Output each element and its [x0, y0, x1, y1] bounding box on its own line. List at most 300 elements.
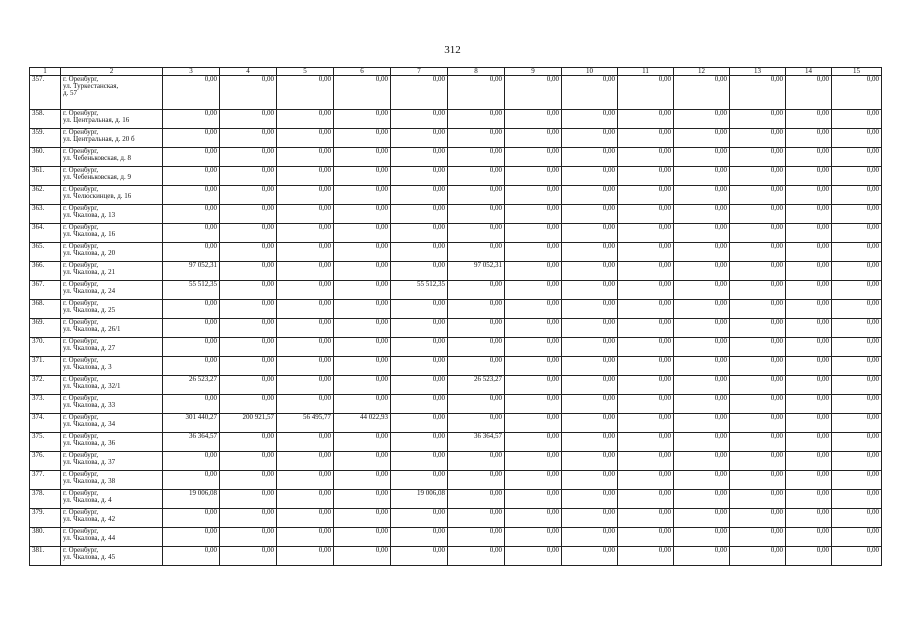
amount-cell: 0,00 — [674, 471, 730, 490]
amount-cell: 0,00 — [334, 490, 391, 509]
address-line: ул. Чкалова, д. 26/1 — [63, 325, 121, 333]
amount-cell: 0,00 — [562, 319, 618, 338]
amount-cell: 97 052,31 — [448, 262, 505, 281]
amount-cell: 0,00 — [674, 224, 730, 243]
table-row — [30, 110, 882, 129]
address-line: ул. Чкалова, д. 24 — [63, 287, 116, 295]
amount-cell: 0,00 — [163, 338, 220, 357]
amount-cell: 0,00 — [220, 376, 277, 395]
amount-cell: 0,00 — [448, 76, 505, 110]
column-number-row — [30, 68, 882, 76]
table-row — [30, 243, 882, 262]
row-number: 368. — [30, 300, 61, 319]
amount-cell: 0,00 — [391, 205, 448, 224]
amount-cell: 0,00 — [674, 338, 730, 357]
amount-cell: 0,00 — [334, 547, 391, 566]
amount-cell: 0,00 — [618, 243, 674, 262]
amount-cell: 0,00 — [674, 167, 730, 186]
amount-cell: 0,00 — [786, 281, 832, 300]
amount-cell: 0,00 — [562, 205, 618, 224]
amount-cell: 0,00 — [730, 129, 786, 148]
amount-cell: 0,00 — [391, 300, 448, 319]
row-number: 360. — [30, 148, 61, 167]
amount-cell: 0,00 — [832, 76, 882, 110]
amount-cell: 0,00 — [391, 414, 448, 433]
amount-cell: 0,00 — [786, 224, 832, 243]
address-cell — [61, 433, 163, 452]
amount-cell: 0,00 — [832, 547, 882, 566]
amount-cell: 26 523,27 — [163, 376, 220, 395]
amount-cell: 0,00 — [786, 433, 832, 452]
address-line: ул. Чкалова, д. 16 — [63, 230, 116, 238]
address-line: г. Оренбург, — [63, 470, 99, 478]
amount-cell: 0,00 — [334, 167, 391, 186]
amount-cell: 0,00 — [220, 452, 277, 471]
amount-cell: 0,00 — [220, 148, 277, 167]
amount-cell: 0,00 — [730, 224, 786, 243]
amount-cell: 0,00 — [448, 186, 505, 205]
amount-cell: 0,00 — [505, 433, 562, 452]
row-number: 381. — [30, 547, 61, 566]
amount-cell: 0,00 — [334, 338, 391, 357]
table-body — [30, 68, 882, 566]
amount-cell: 0,00 — [674, 110, 730, 129]
address-line: ул. Чкалова, д. 21 — [63, 268, 116, 276]
address-line: ул. Чебеньковская, д. 9 — [63, 173, 131, 181]
amount-cell: 0,00 — [220, 300, 277, 319]
amount-cell: 0,00 — [618, 376, 674, 395]
table-row — [30, 205, 882, 224]
address-line: ул. Чкалова, д. 37 — [63, 458, 116, 466]
amount-cell: 0,00 — [391, 110, 448, 129]
amount-cell: 0,00 — [163, 528, 220, 547]
amount-cell: 55 512,35 — [391, 281, 448, 300]
amount-cell: 0,00 — [786, 338, 832, 357]
amount-cell: 0,00 — [277, 357, 334, 376]
row-number: 376. — [30, 452, 61, 471]
amount-cell: 0,00 — [674, 281, 730, 300]
amount-cell: 0,00 — [277, 528, 334, 547]
table-row — [30, 414, 882, 433]
row-number: 372. — [30, 376, 61, 395]
amount-cell: 0,00 — [730, 338, 786, 357]
amount-cell: 0,00 — [163, 243, 220, 262]
amount-cell: 0,00 — [220, 433, 277, 452]
amount-cell: 0,00 — [832, 357, 882, 376]
amount-cell: 0,00 — [505, 414, 562, 433]
row-number: 359. — [30, 129, 61, 148]
amount-cell: 0,00 — [786, 395, 832, 414]
amount-cell: 0,00 — [786, 167, 832, 186]
amount-cell: 0,00 — [618, 471, 674, 490]
amount-cell: 0,00 — [448, 319, 505, 338]
address-line: ул. Чкалова, д. 32/1 — [63, 382, 121, 390]
amount-cell: 0,00 — [562, 528, 618, 547]
address-line: ул. Чкалова, д. 3 — [63, 363, 112, 371]
address-cell — [61, 509, 163, 528]
amount-cell: 0,00 — [618, 357, 674, 376]
row-number: 357. — [30, 76, 61, 110]
amount-cell: 0,00 — [505, 490, 562, 509]
amount-cell: 0,00 — [448, 452, 505, 471]
amount-cell: 0,00 — [562, 262, 618, 281]
amount-cell: 0,00 — [674, 262, 730, 281]
amount-cell: 0,00 — [618, 433, 674, 452]
column-header: 9 — [505, 68, 562, 76]
amount-cell: 0,00 — [277, 186, 334, 205]
amount-cell: 0,00 — [220, 186, 277, 205]
amount-cell: 0,00 — [730, 110, 786, 129]
amount-cell: 0,00 — [562, 167, 618, 186]
row-number: 375. — [30, 433, 61, 452]
amount-cell: 0,00 — [562, 186, 618, 205]
amount-cell: 0,00 — [163, 110, 220, 129]
amount-cell: 0,00 — [220, 281, 277, 300]
address-cell — [61, 414, 163, 433]
column-header: 1 — [30, 68, 61, 76]
amount-cell: 0,00 — [730, 167, 786, 186]
amount-cell: 0,00 — [674, 528, 730, 547]
amount-cell: 0,00 — [562, 300, 618, 319]
address-line: ул. Чкалова, д. 42 — [63, 515, 116, 523]
amount-cell: 0,00 — [562, 490, 618, 509]
amount-cell: 0,00 — [163, 357, 220, 376]
amount-cell: 0,00 — [618, 129, 674, 148]
amount-cell: 0,00 — [730, 509, 786, 528]
amount-cell: 0,00 — [163, 205, 220, 224]
amount-cell: 0,00 — [220, 167, 277, 186]
amount-cell: 0,00 — [334, 452, 391, 471]
amount-cell: 0,00 — [277, 395, 334, 414]
amount-cell: 0,00 — [277, 148, 334, 167]
amount-cell: 0,00 — [220, 243, 277, 262]
row-number: 374. — [30, 414, 61, 433]
amount-cell: 0,00 — [448, 509, 505, 528]
table-row — [30, 129, 882, 148]
amount-cell: 0,00 — [277, 205, 334, 224]
amount-cell: 26 523,27 — [448, 376, 505, 395]
amount-cell: 0,00 — [674, 547, 730, 566]
amount-cell: 0,00 — [786, 300, 832, 319]
amount-cell: 0,00 — [832, 338, 882, 357]
amount-cell: 0,00 — [618, 205, 674, 224]
address-line: ул. Туркестанская, — [63, 82, 119, 90]
amount-cell: 0,00 — [832, 167, 882, 186]
amount-cell: 0,00 — [220, 338, 277, 357]
amount-cell: 0,00 — [730, 414, 786, 433]
amount-cell: 0,00 — [277, 547, 334, 566]
amount-cell: 0,00 — [618, 224, 674, 243]
column-header: 3 — [163, 68, 220, 76]
amount-cell: 0,00 — [786, 148, 832, 167]
column-header: 11 — [618, 68, 674, 76]
address-line: г. Оренбург, — [63, 280, 99, 288]
amount-cell: 0,00 — [505, 471, 562, 490]
amount-cell: 0,00 — [505, 167, 562, 186]
amount-cell: 0,00 — [505, 319, 562, 338]
row-number: 380. — [30, 528, 61, 547]
address-line: ул. Чкалова, д. 25 — [63, 306, 116, 314]
address-line: ул. Чкалова, д. 44 — [63, 534, 116, 542]
amount-cell: 0,00 — [730, 433, 786, 452]
amount-cell: 0,00 — [618, 547, 674, 566]
table-row — [30, 76, 882, 110]
amount-cell: 0,00 — [832, 110, 882, 129]
amount-cell: 0,00 — [832, 509, 882, 528]
amount-cell: 0,00 — [334, 262, 391, 281]
amount-cell: 0,00 — [163, 76, 220, 110]
address-cell — [61, 395, 163, 414]
table-row — [30, 376, 882, 395]
amount-cell: 0,00 — [730, 395, 786, 414]
amount-cell: 0,00 — [448, 528, 505, 547]
amount-cell: 0,00 — [505, 110, 562, 129]
amount-cell: 0,00 — [505, 509, 562, 528]
amount-cell: 0,00 — [448, 129, 505, 148]
row-number: 365. — [30, 243, 61, 262]
amount-cell: 0,00 — [448, 395, 505, 414]
amount-cell: 0,00 — [391, 338, 448, 357]
address-line: г. Оренбург, — [63, 128, 99, 136]
amount-cell: 0,00 — [163, 471, 220, 490]
amount-cell: 0,00 — [220, 357, 277, 376]
amount-cell: 97 052,31 — [163, 262, 220, 281]
address-cell — [61, 338, 163, 357]
amount-cell: 0,00 — [448, 357, 505, 376]
row-number: 369. — [30, 319, 61, 338]
amount-cell: 0,00 — [786, 528, 832, 547]
address-cell — [61, 547, 163, 566]
address-line: г. Оренбург, — [63, 318, 99, 326]
address-cell — [61, 110, 163, 129]
amount-cell: 0,00 — [832, 262, 882, 281]
amount-cell: 0,00 — [562, 509, 618, 528]
amount-cell: 0,00 — [832, 433, 882, 452]
table-row — [30, 395, 882, 414]
address-cell — [61, 148, 163, 167]
amount-cell: 0,00 — [505, 148, 562, 167]
amount-cell: 0,00 — [562, 243, 618, 262]
amount-cell: 0,00 — [391, 509, 448, 528]
amount-cell: 0,00 — [391, 357, 448, 376]
amount-cell: 0,00 — [163, 129, 220, 148]
address-line: ул. Чебеньковская, д. 8 — [63, 154, 131, 162]
amount-cell: 0,00 — [277, 471, 334, 490]
amount-cell: 0,00 — [562, 547, 618, 566]
amount-cell: 0,00 — [832, 528, 882, 547]
amount-cell: 0,00 — [163, 395, 220, 414]
address-line: г. Оренбург, — [63, 394, 99, 402]
address-cell — [61, 490, 163, 509]
amount-cell: 0,00 — [505, 186, 562, 205]
table-row — [30, 262, 882, 281]
amount-cell: 0,00 — [505, 205, 562, 224]
amount-cell: 0,00 — [277, 129, 334, 148]
table-row — [30, 186, 882, 205]
amount-cell: 0,00 — [391, 224, 448, 243]
address-line: ул. Центральная, д. 16 — [63, 116, 130, 124]
amount-cell: 0,00 — [618, 76, 674, 110]
amount-cell: 0,00 — [163, 452, 220, 471]
amount-cell: 0,00 — [277, 281, 334, 300]
amount-cell: 0,00 — [277, 490, 334, 509]
amount-cell: 0,00 — [832, 281, 882, 300]
amount-cell: 0,00 — [163, 509, 220, 528]
amount-cell: 0,00 — [618, 167, 674, 186]
amount-cell: 0,00 — [334, 129, 391, 148]
amount-cell: 0,00 — [391, 471, 448, 490]
address-line: ул. Чкалова, д. 20 — [63, 249, 116, 257]
amount-cell: 0,00 — [618, 186, 674, 205]
amount-cell: 0,00 — [674, 148, 730, 167]
row-number: 377. — [30, 471, 61, 490]
address-line: г. Оренбург, — [63, 356, 99, 364]
table-row — [30, 490, 882, 509]
amount-cell: 0,00 — [786, 357, 832, 376]
amount-cell: 0,00 — [832, 205, 882, 224]
amount-cell: 0,00 — [505, 224, 562, 243]
amount-cell: 0,00 — [448, 281, 505, 300]
address-line: ул. Чкалова, д. 13 — [63, 211, 116, 219]
amount-cell: 0,00 — [786, 186, 832, 205]
amount-cell: 0,00 — [448, 300, 505, 319]
amount-cell: 0,00 — [391, 528, 448, 547]
address-line: г. Оренбург, — [63, 508, 99, 516]
amount-cell: 0,00 — [562, 76, 618, 110]
amount-cell: 36 364,57 — [448, 433, 505, 452]
column-header: 12 — [674, 68, 730, 76]
amount-cell: 0,00 — [163, 547, 220, 566]
address-line: г. Оренбург, — [63, 204, 99, 212]
amount-cell: 0,00 — [505, 129, 562, 148]
amount-cell: 0,00 — [730, 452, 786, 471]
amount-cell: 0,00 — [391, 395, 448, 414]
address-line: ул. Чкалова, д. 34 — [63, 420, 116, 428]
row-number: 358. — [30, 110, 61, 129]
amount-cell: 0,00 — [334, 148, 391, 167]
amount-cell: 0,00 — [562, 452, 618, 471]
table-row — [30, 452, 882, 471]
table-row — [30, 547, 882, 566]
amount-cell: 0,00 — [163, 319, 220, 338]
column-header: 15 — [832, 68, 882, 76]
amount-cell: 0,00 — [391, 167, 448, 186]
amount-cell: 0,00 — [832, 300, 882, 319]
address-line: г. Оренбург, — [63, 147, 99, 155]
address-line: г. Оренбург, — [63, 489, 99, 497]
amount-cell: 0,00 — [391, 129, 448, 148]
address-cell — [61, 357, 163, 376]
amount-cell: 0,00 — [448, 243, 505, 262]
amount-cell: 0,00 — [334, 376, 391, 395]
amount-cell: 0,00 — [277, 338, 334, 357]
amount-cell: 0,00 — [832, 243, 882, 262]
row-number: 370. — [30, 338, 61, 357]
amount-cell: 0,00 — [832, 376, 882, 395]
row-number: 366. — [30, 262, 61, 281]
row-number: 367. — [30, 281, 61, 300]
amount-cell: 0,00 — [786, 376, 832, 395]
address-cell — [61, 452, 163, 471]
column-header: 10 — [562, 68, 618, 76]
amount-cell: 0,00 — [730, 528, 786, 547]
amount-cell: 0,00 — [562, 395, 618, 414]
amount-cell: 0,00 — [730, 376, 786, 395]
table-row — [30, 281, 882, 300]
address-line: ул. Чкалова, д. 38 — [63, 477, 116, 485]
amount-cell: 0,00 — [391, 76, 448, 110]
amount-cell: 0,00 — [505, 76, 562, 110]
amount-cell: 0,00 — [334, 528, 391, 547]
amount-cell: 0,00 — [163, 148, 220, 167]
address-cell — [61, 281, 163, 300]
amount-cell: 0,00 — [730, 357, 786, 376]
amount-cell: 0,00 — [618, 281, 674, 300]
table-row — [30, 357, 882, 376]
amount-cell: 0,00 — [391, 262, 448, 281]
amount-cell: 0,00 — [832, 186, 882, 205]
amount-cell: 0,00 — [220, 110, 277, 129]
amount-cell: 0,00 — [505, 338, 562, 357]
amount-cell: 0,00 — [786, 319, 832, 338]
table-row — [30, 300, 882, 319]
amount-cell: 0,00 — [391, 376, 448, 395]
amount-cell: 0,00 — [618, 452, 674, 471]
address-line: ул. Чкалова, д. 45 — [63, 553, 116, 561]
row-number: 373. — [30, 395, 61, 414]
amount-cell: 0,00 — [277, 167, 334, 186]
amount-cell: 0,00 — [220, 547, 277, 566]
amount-cell: 0,00 — [786, 129, 832, 148]
amount-cell: 0,00 — [334, 471, 391, 490]
amount-cell: 0,00 — [505, 300, 562, 319]
amount-cell: 0,00 — [730, 281, 786, 300]
address-cell — [61, 471, 163, 490]
amount-cell: 55 512,35 — [163, 281, 220, 300]
amount-cell: 0,00 — [220, 319, 277, 338]
amount-cell: 0,00 — [220, 224, 277, 243]
amount-cell: 0,00 — [562, 281, 618, 300]
amount-cell: 0,00 — [674, 509, 730, 528]
address-cell — [61, 262, 163, 281]
amount-cell: 0,00 — [674, 395, 730, 414]
address-cell — [61, 224, 163, 243]
amount-cell: 0,00 — [618, 528, 674, 547]
amount-cell: 0,00 — [786, 76, 832, 110]
amount-cell: 0,00 — [448, 148, 505, 167]
table-row — [30, 433, 882, 452]
amount-cell: 0,00 — [562, 129, 618, 148]
amount-cell: 0,00 — [618, 148, 674, 167]
amount-cell: 0,00 — [163, 186, 220, 205]
column-header: 14 — [786, 68, 832, 76]
column-header: 8 — [448, 68, 505, 76]
amount-cell: 0,00 — [832, 224, 882, 243]
amount-cell: 0,00 — [448, 167, 505, 186]
row-number: 363. — [30, 205, 61, 224]
registry-table — [29, 67, 882, 566]
amount-cell: 0,00 — [832, 452, 882, 471]
table-row — [30, 528, 882, 547]
amount-cell: 0,00 — [277, 300, 334, 319]
amount-cell: 0,00 — [674, 452, 730, 471]
amount-cell: 0,00 — [674, 205, 730, 224]
amount-cell: 0,00 — [334, 509, 391, 528]
amount-cell: 0,00 — [832, 471, 882, 490]
row-number: 371. — [30, 357, 61, 376]
amount-cell: 0,00 — [674, 357, 730, 376]
amount-cell: 0,00 — [277, 319, 334, 338]
